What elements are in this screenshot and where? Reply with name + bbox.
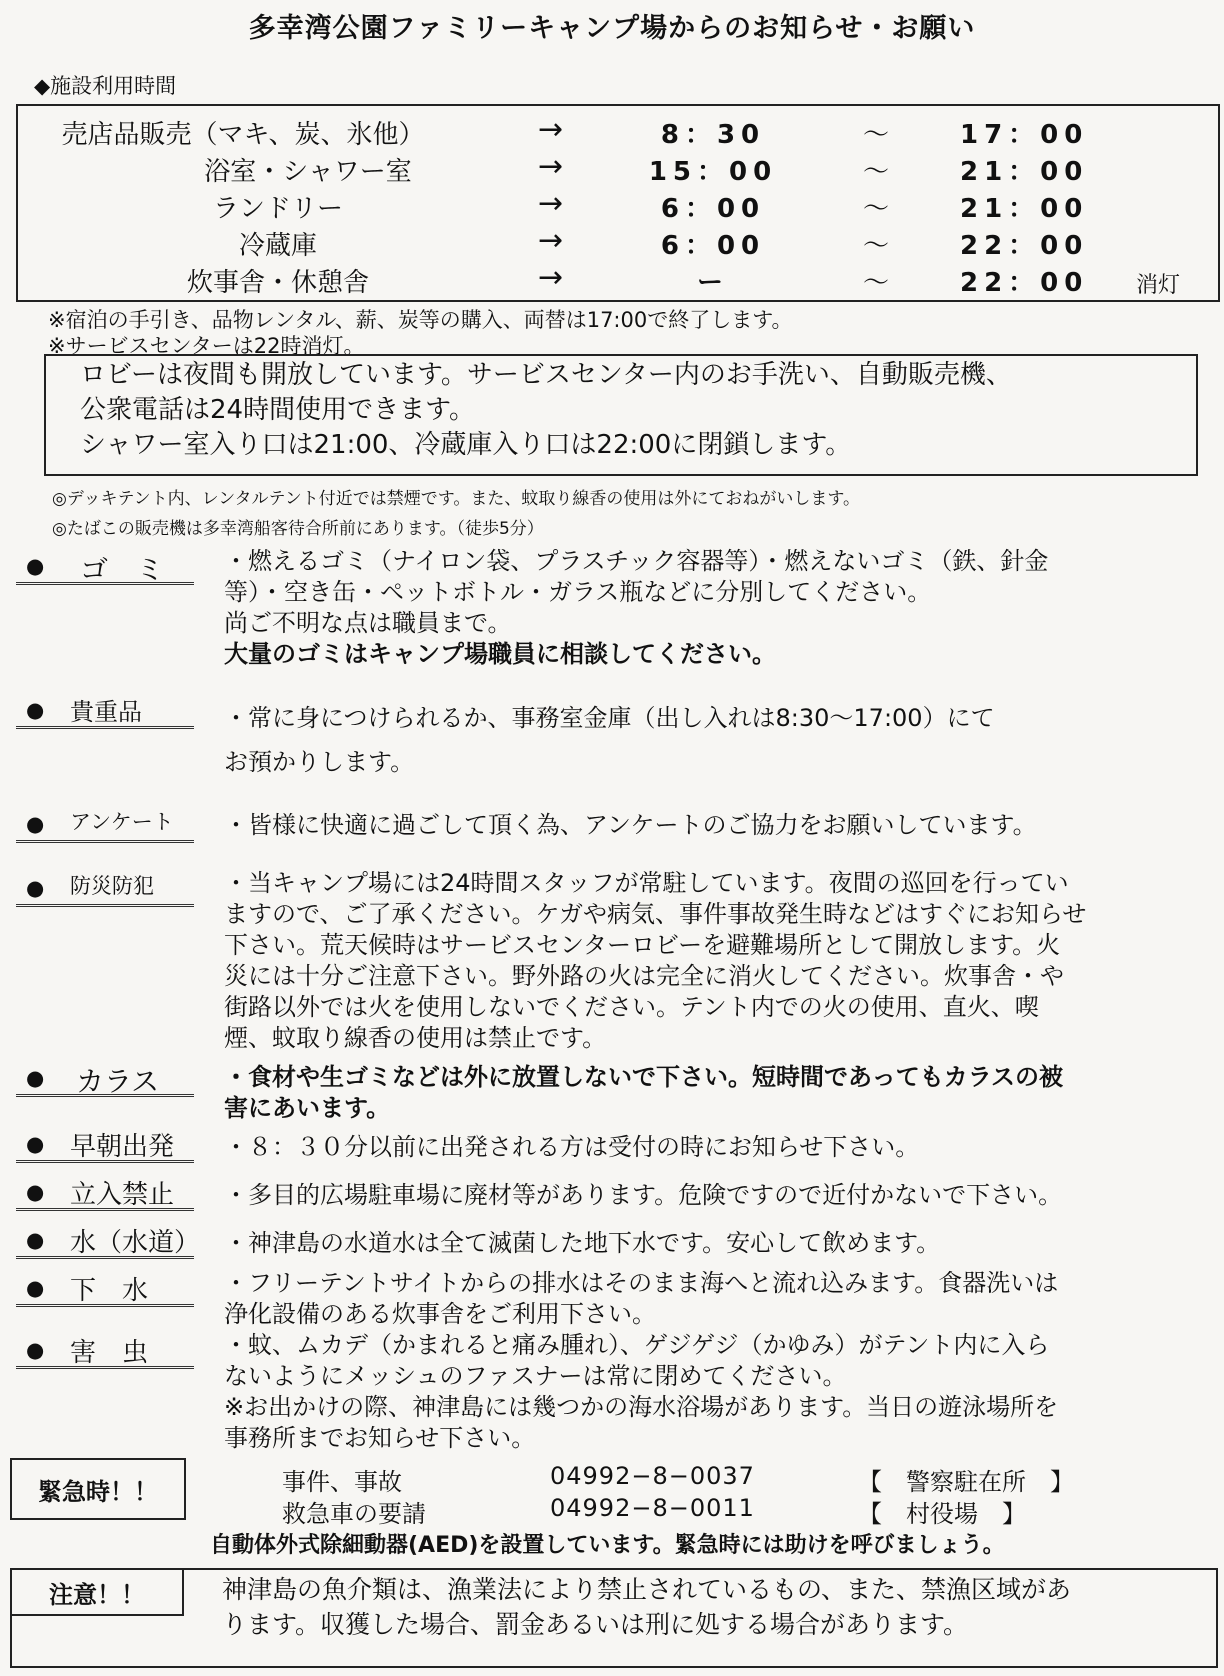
arrow-icon: → <box>538 186 564 221</box>
hours-table <box>16 104 1220 302</box>
section-body-crows: ・食材や生ゴミなどは外に放置しないで下さい。短時間であってもカラスの被 害にあいます。 <box>224 1063 1064 1122</box>
emergency-label: 緊急時！！ <box>10 1458 186 1520</box>
section-label-survey: ● アンケート <box>16 810 194 843</box>
tilde: 〜 <box>863 157 890 187</box>
bullet-icon: ● <box>26 812 45 836</box>
note-line: ※宿泊の手引き、品物レンタル、薪、炭等の購入、両替は17:00で終了します。 <box>48 308 793 332</box>
start-time: 15：00 <box>648 157 778 187</box>
tilde: 〜 <box>863 120 890 150</box>
page-title: 多幸湾公園ファミリーキャンプ場からのお知らせ・お願い <box>248 13 976 44</box>
hours-note: 消灯 <box>1136 273 1181 298</box>
section-label-garbage: ● ゴ ミ <box>16 552 194 585</box>
emergency-case: 事件、事故 <box>282 1468 402 1496</box>
tilde: 〜 <box>863 194 890 224</box>
bullet-icon: ● <box>26 1276 45 1300</box>
tilde: 〜 <box>863 231 890 261</box>
section-label-drainage: ● 下 水 <box>16 1274 194 1307</box>
end-time: 22：00 <box>960 231 1089 261</box>
start-time: 8：30 <box>660 120 766 150</box>
bullet-icon: ● <box>26 1180 45 1204</box>
caution-label: 注意！！ <box>12 1570 184 1616</box>
facility-name: 浴室・シャワー室 <box>204 157 412 187</box>
section-label-valuables: ● 貴重品 <box>16 696 194 729</box>
lobby-line: ロビーは夜間も開放しています。サービスセンター内のお手洗い、自動販売機、 <box>80 360 1012 390</box>
hours-header: ◆施設利用時間 <box>34 74 177 98</box>
section-body-valuables: ・常に身につけられるか、事務室金庫（出し入れは8:30〜17:00）にて お預かりします。 <box>224 704 995 776</box>
facility-name: 炊事舎・休憩舎 <box>186 268 369 298</box>
start-time: ー <box>696 268 729 298</box>
end-time: 22：00 <box>960 268 1089 298</box>
aed-notice: 自動体外式除細動器(AED)を設置しています。緊急時には助けを呼びましょう。 <box>210 1533 1005 1558</box>
caution-text: 神津島の魚介類は、漁業法により禁止されているもの、また、禁漁区域があ ります。収獲した場合、罰金あるいは刑に処する場合があります。 <box>222 1575 1072 1639</box>
bullet-icon: ● <box>26 1132 45 1156</box>
section-label-crows: ● カラス <box>16 1064 194 1097</box>
section-body-pests: ・蚊、ムカデ（かまれると痛み腫れ）、ゲジゲジ（かゆみ）がテント内に入ら ないようにメッシュのファスナーは常に閉めてください。 ※お出かけの際、神津島には幾つかの海水浴場があります。当日の遊泳場所を 事務所までお知らせ下さい。 <box>224 1331 1059 1452</box>
note-line: ※サービスセンターは22時消灯。 <box>48 334 365 358</box>
section-label-no-entry: ● 立入禁止 <box>16 1178 194 1211</box>
hours-row <box>18 151 1218 187</box>
section-body-no-entry: ・多目的広場駐車場に廃材等があります。危険ですので近付かないで下さい。 <box>224 1181 1063 1209</box>
start-time: 6：00 <box>660 194 766 224</box>
bullet-icon: ● <box>26 876 45 900</box>
hours-row <box>18 225 1218 261</box>
lobby-line: 公衆電話は24時間使用できます。 <box>80 395 476 425</box>
tilde: 〜 <box>863 268 890 298</box>
arrow-icon: → <box>538 223 564 258</box>
section-body-safety: ・当キャンプ場には24時間スタッフが常駐しています。夜間の巡回を行ってい ますので、ご了承ください。ケガや病気、事件事故発生時などはすぐにお知らせ 下さい。荒天候時はサービスセンターロビーを避難場所として開放します。火 災には十分ご注意下さい。野外路の火は完全に消火してください。炊事舎・や 街路以外では火を使用しないでください。テント内での火の使用、直火、喫 煙、蚊取り線香の使用は禁止です。 <box>224 869 1087 1052</box>
emergency-phone[interactable]: 04992−8−0037 <box>550 1462 755 1490</box>
hours-row <box>18 262 1218 298</box>
end-time: 21：00 <box>960 194 1089 224</box>
section-label-pests: ● 害 虫 <box>16 1336 194 1369</box>
facility-name: 冷蔵庫 <box>238 231 317 261</box>
end-time: 17：00 <box>960 120 1089 150</box>
emergency-place: 【 村役場 】 <box>858 1500 1026 1528</box>
section-body-water: ・神津島の水道水は全て滅菌した地下水です。安心して飲めます。 <box>224 1229 941 1257</box>
hours-row <box>18 114 1218 150</box>
facility-name: ランドリー <box>212 194 343 224</box>
lobby-line: シャワー室入り口は21:00、冷蔵庫入り口は22:00に閉鎖します。 <box>80 430 852 460</box>
section-label-water: ● 水（水道） <box>16 1226 194 1259</box>
bullet-icon: ● <box>26 1228 45 1252</box>
bullet-icon: ● <box>26 1338 45 1362</box>
section-label-early-departure: ● 早朝出発 <box>16 1130 194 1163</box>
section-body-garbage: ・燃えるゴミ（ナイロン袋、プラスチック容器等）・燃えないゴミ（鉄、針金 等）・空き缶・ペットボトル・ガラス瓶などに分別してください。 尚ご不明な点は職員まで。 大量のゴミはキャンプ場職員に相談してください。 <box>224 547 1049 668</box>
section-body-early-departure: ・８：３０分以前に出発される方は受付の時にお知らせ下さい。 <box>224 1133 920 1161</box>
section-body-drainage: ・フリーテントサイトからの排水はそのまま海へと流れ込みます。食器洗いは 浄化設備のある炊事舎をご利用下さい。 <box>224 1269 1059 1328</box>
emergency-place: 【 警察駐在所 】 <box>858 1468 1074 1496</box>
bullet-icon: ● <box>26 698 45 722</box>
small-note: ◎たばこの販売機は多幸湾船客待合所前にあります。（徒歩5分） <box>52 519 544 539</box>
end-time: 21：00 <box>960 157 1089 187</box>
small-note: ◎デッキテント内、レンタルテント付近では禁煙です。また、蚊取り線香の使用は外にておねがいします。 <box>52 489 860 509</box>
emergency-case: 救急車の要請 <box>282 1500 426 1528</box>
arrow-icon: → <box>538 260 564 295</box>
arrow-icon: → <box>538 149 564 184</box>
lobby-notice <box>44 354 1198 476</box>
arrow-icon: → <box>538 112 564 147</box>
bullet-icon: ● <box>26 1066 45 1090</box>
caution-box <box>10 1568 1218 1668</box>
section-body-survey: ・皆様に快適に過ごして頂く為、アンケートのご協力をお願いしています。 <box>224 811 1037 839</box>
emergency-phone[interactable]: 04992−8−0011 <box>550 1494 755 1522</box>
section-label-safety: ● 防災防犯 <box>16 874 194 907</box>
bullet-icon: ● <box>26 554 45 578</box>
start-time: 6：00 <box>660 231 766 261</box>
hours-row <box>18 188 1218 224</box>
facility-name: 売店品販売（マキ、炭、氷他） <box>61 120 425 150</box>
